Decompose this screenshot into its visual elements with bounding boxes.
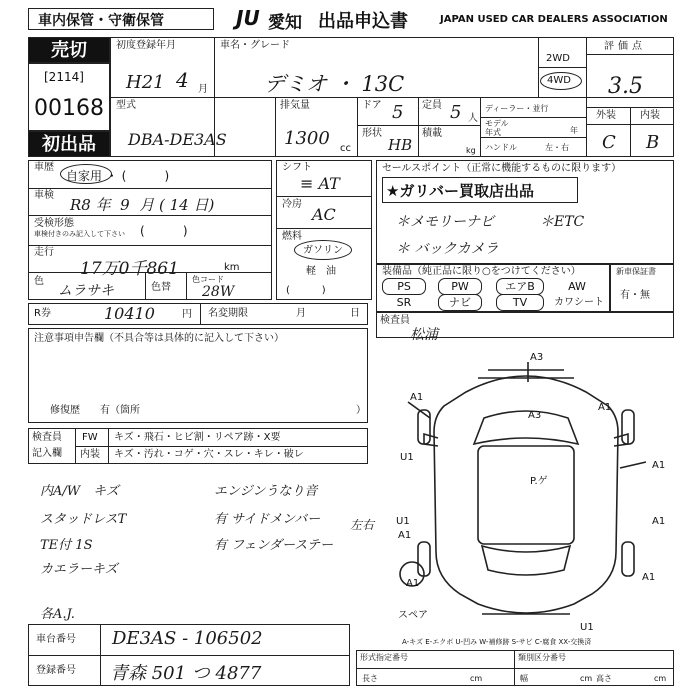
dealer-label: ディーラー・並行 [485,104,549,113]
equip-navi: ナビ [438,294,482,311]
drive-2wd: 2WD [546,53,570,64]
lot-code: [2114] [44,70,84,84]
inspector-label: 検査員 [380,315,410,326]
repair-label: 修復歴 有（箇所 [50,405,140,416]
color-value: ムラサキ [58,283,114,299]
damage-legend: A-キズ E-エクボ U-凹み W-補修跡 S-サビ C-腐食 XX-交換済 [402,638,592,646]
warranty-label: 新車保証書 [616,267,656,276]
inspection-label-1: 検査員 [32,432,62,443]
form-no-label: 形式指定番号 [360,653,408,662]
seats-label: 定員 [422,100,442,111]
fuel-value: ガソリン [303,245,343,256]
association-name: JAPAN USED CAR DEALERS ASSOCIATION [440,14,668,25]
width-label: 幅 [520,674,528,683]
year-unit: 年 [570,126,578,135]
remark-left-5: 各A.J. [40,607,75,622]
equipment-label: 装備品（純正品に限り○をつけてください） [382,266,581,277]
damage-mark-left-rear: A1 [398,530,412,541]
damage-mark-right-quarter: A1 [642,572,656,583]
equip-sr: SR [396,296,412,309]
damage-mark-front: A3 [530,352,544,363]
aircon-value: AC [312,205,336,224]
remark-right-3: 有 フェンダーステー [214,538,334,553]
cc-unit: cc [340,143,351,154]
equip-airbag: エアB [496,278,544,295]
notes-label: 注意事項申告欄（不具合等は具体的に記入して下さい） [34,333,284,344]
damage-mark-roof: P.ゲ [530,476,548,487]
fuel-paren: ( ) [286,285,326,296]
sales-point-back-camera: ＊ バックカメラ [396,241,499,257]
width-unit: cm [580,674,593,683]
handle-label: ハンドル [485,143,517,152]
sales-point-etc: ＊ETC [540,214,585,230]
shape-label: 形状 [362,128,382,139]
equip-aw: AW [568,280,586,293]
damage-mark-right-door: A1 [652,460,666,471]
equip-kawa-seat: カワシート [554,297,604,308]
load-label: 積載 [422,128,442,139]
lot-number: 00168 [34,96,104,121]
rcert-value: 10410 [104,304,155,323]
repair-close: ） [356,405,366,416]
sales-points-label: セールスポイント（正常に機能するものに限ります） [382,163,622,174]
ju-logo: JU [236,6,260,30]
mileage-value: 17万0千861 [80,259,179,279]
yen-unit: 円 [182,309,192,320]
displacement-label: 排気量 [280,100,310,111]
deadline-label: 名変期限 [208,308,248,319]
kg-unit: kg [466,146,476,155]
chassis-value: DE3AS - 106502 [112,628,263,649]
reg-label: 登録番号 [36,665,76,676]
remark-left-1: 内A/W キズ [40,484,119,499]
interior-row-label: 内装 [80,449,100,460]
remark-left-3: TE付 1S [40,538,93,553]
deadline-month: 月 [296,308,306,319]
deadline-day: 日 [350,308,360,319]
reg-value: 青森 501 つ 4877 [110,663,262,684]
interior-value: B [646,132,660,153]
equip-pw: PW [438,278,482,295]
roof [478,446,574,544]
tire-rear-right [622,542,634,576]
equip-ps: PS [382,278,426,295]
damage-mark-right-front: A1 [598,402,612,413]
score-label: 評価点 [604,41,646,52]
mileage-label: 走行 [34,247,54,258]
sales-banner: ★ガリバー買取店出品 [386,182,534,200]
equip-tv: TV [496,294,544,311]
model-year-label: モデル [485,119,509,128]
shift-label: シフト [282,162,312,173]
history-value: 自家用 ・ ( ) [66,169,170,183]
interior-label: 内装 [640,110,660,121]
height-unit: cm [654,674,667,683]
inspection-label-2: 記入欄 [32,448,62,459]
model-label: 型式 [116,100,136,111]
shape-value: HB [388,136,413,154]
spare-label: スペア [398,610,428,621]
reception-value: ( ) [140,224,188,238]
color-code-label: 色コード [192,275,224,284]
rcert-label: R券 [34,308,51,319]
damage-mark-right-rear-door: A1 [652,516,666,527]
month-unit: 月 [198,84,208,95]
chassis-label: 車台番号 [36,634,76,645]
first-reg-month: 4 [176,68,189,92]
interior-row-text: キズ・汚れ・コゲ・穴・スレ・キレ・破レ [114,449,304,460]
model-year-label2: 年式 [485,128,501,137]
reception-label: 受検形態 [34,218,74,229]
exterior-label: 外装 [596,110,616,121]
doors-label: ドア [362,100,382,111]
inspector-value: 松浦 [410,327,438,343]
logo-text: 愛知 [268,13,302,33]
damage-mark-rear: U1 [580,622,594,633]
shaken-value: R8 年 9 月 ( 14 日) [70,196,215,214]
shift-value: ≡ AT [300,174,340,193]
remark-right-2: 有 サイドメンバー [214,512,321,527]
first-reg-value: H21 [126,72,165,93]
rear-window [482,546,570,575]
displacement-value: 1300 [284,128,330,149]
exterior-value: C [602,132,616,153]
remark-left-2: スタッドレスT [40,512,127,527]
remark-left-4: カエラーキズ [40,562,118,577]
sold-badge: 売切 [28,37,110,63]
fuel-alt: 軽 油 [306,266,336,277]
damage-mark-left-front: A1 [410,392,424,403]
fuel-label: 燃料 [282,231,302,242]
color-code-value: 28W [202,284,235,300]
handle-value: 左・右 [545,143,569,152]
damage-pointer-3 [620,462,646,468]
km-unit: km [224,262,240,273]
model-value: DBA-DE3AS [128,130,227,149]
seats-value: 5 [450,102,462,123]
remark-right-1: エンジンうなり音 [214,484,318,499]
car-damage-diagram [378,342,674,638]
aircon-label: 冷房 [282,199,302,210]
drive-4wd: 4WD [547,75,571,86]
damage-mark-hood: A3 [528,410,542,421]
shaken-label: 車検 [34,190,54,201]
name-label: 車名・グレード [220,40,290,51]
rcert-row [28,303,368,325]
history-label: 車歴 [34,162,54,173]
sales-point-memory-navi: ＊メモリーナビ [396,214,494,230]
color-label: 色 [34,276,44,287]
first-entry-badge: 初出品 [28,131,110,157]
damage-mark-left-door: U1 [400,452,414,463]
remark-aside: 左右 [350,518,375,532]
car-name-value: デミオ ・ 13C [264,72,405,96]
damage-mark-left-quarter: A1 [406,578,420,589]
score-value: 3.5 [608,74,643,99]
length-label: 長さ [362,674,378,683]
length-unit: cm [470,674,483,683]
first-reg-label: 初度登録年月 [116,40,176,51]
damage-mark-left-rear-door: U1 [396,516,410,527]
doors-value: 5 [392,102,404,123]
windshield [474,411,578,444]
fw-label: FW [82,432,98,443]
height-label: 高さ [596,674,612,683]
fw-text: キズ・飛石・ヒビ割・リペア跡・X要 [114,432,281,443]
warranty-value: 有・無 [620,290,650,301]
form-title: 出品申込書 [318,11,408,32]
seats-unit: 人 [468,113,478,124]
class-no-label: 類別区分番号 [518,653,566,662]
storage-label: 車内保管・守衛保管 [38,13,164,29]
color2-label: 色替 [151,282,171,293]
reception-note: 車検付きのみ記入して下さい [34,230,125,238]
